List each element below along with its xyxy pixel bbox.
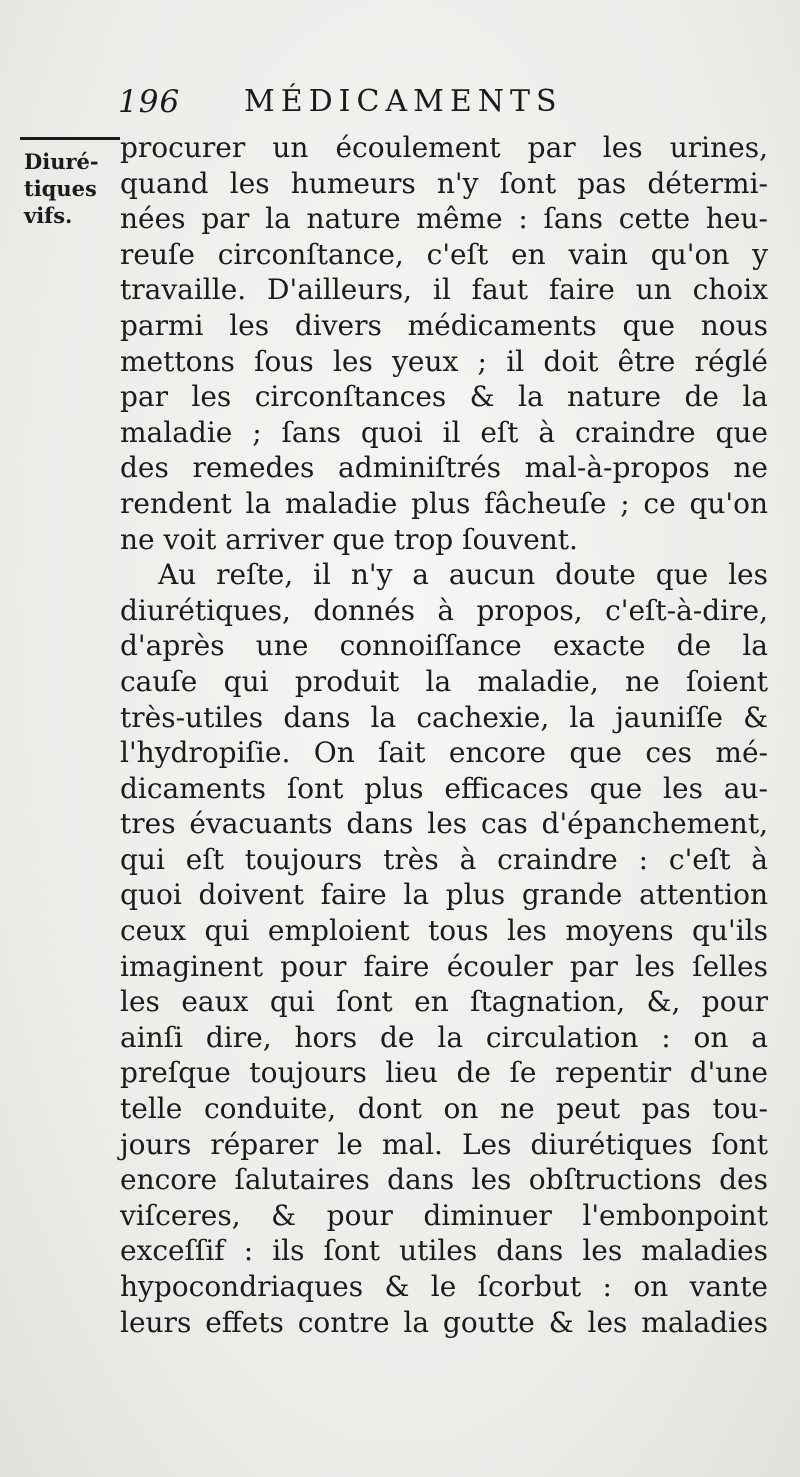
- margin-note-line: Diuré-: [24, 149, 99, 174]
- page-header: [118, 84, 778, 124]
- text-line: mettons ſous les yeux ; il doit être réglé: [120, 344, 768, 378]
- text-line: parmi les divers médicaments que nous: [120, 308, 768, 342]
- text-line: exceſſif : ils ſont utiles dans les maladies: [120, 1234, 768, 1268]
- text-line: d'après une connoiſſance exacte de la: [120, 629, 768, 663]
- text-line: dicaments ſont plus efficaces que les au-: [120, 771, 768, 805]
- text-line: Au reſte, il n'y a aucun doute que les: [158, 558, 768, 592]
- running-title: MÉDICAMENTS: [244, 84, 563, 119]
- text-line: encore ſalutaires dans les obſtructions des: [120, 1163, 768, 1197]
- text-line: hypocondriaques & le ſcorbut : on vante: [120, 1270, 768, 1303]
- margin-note-line: vifs.: [24, 203, 73, 228]
- text-line: qui eſt toujours très à craindre : c'eſt à: [120, 842, 768, 876]
- text-line: jours réparer le mal. Les diurétiques ſont: [120, 1127, 768, 1161]
- page-number: 196: [118, 84, 181, 120]
- text-line: rendent la maladie plus fâcheuſe ; ce qu'on: [120, 486, 768, 520]
- text-line: très-utiles dans la cachexie, la jauniſſe &: [120, 700, 768, 734]
- margin-rule: [20, 137, 120, 140]
- text-line: ne voit arriver que trop ſouvent.: [120, 522, 578, 556]
- text-line: quand les humeurs n'y ſont pas détermi-: [120, 166, 768, 200]
- margin-note: [24, 148, 110, 229]
- text-line: procurer un écoulement par les urines,: [120, 131, 768, 164]
- text-line: travaille. D'ailleurs, il faut faire un choix: [120, 273, 768, 307]
- text-line: maladie ; ſans quoi il eſt à craindre que: [120, 415, 768, 449]
- margin-note-line: tiques: [24, 176, 97, 201]
- text-line: nées par la nature même : ſans cette heu-: [120, 202, 768, 236]
- text-line: ceux qui emploient tous les moyens qu'ils: [120, 914, 768, 948]
- text-line: ainſi dire, hors de la circulation : on a: [120, 1020, 768, 1054]
- text-line: l'hydropiſie. On ſait encore que ces mé-: [120, 736, 768, 770]
- text-line: diurétiques, donnés à propos, c'eſt-à-dire,: [120, 593, 768, 627]
- text-line: telle conduite, dont on ne peut pas tou-: [120, 1092, 768, 1126]
- text-line: imaginent pour faire écouler par les ſelles: [120, 949, 768, 983]
- text-line: cauſe qui produit la maladie, ne ſoient: [120, 664, 768, 698]
- text-line: les eaux qui ſont en ſtagnation, &, pour: [120, 985, 768, 1019]
- text-line: quoi doivent faire la plus grande attention: [120, 878, 768, 912]
- text-line: preſque toujours lieu de ſe repentir d'une: [120, 1056, 768, 1090]
- text-line: viſceres, & pour diminuer l'embonpoint: [120, 1198, 768, 1232]
- text-line: des remedes adminiſtrés mal-à-propos ne: [120, 451, 768, 485]
- text-line: par les circonſtances & la nature de la: [120, 380, 768, 414]
- body-text: [120, 130, 768, 1340]
- text-line: reuſe circonſtance, c'eſt en vain qu'on y: [120, 237, 768, 271]
- text-line: leurs effets contre la goutte & les maladies: [120, 1305, 768, 1339]
- text-line: tres évacuants dans les cas d'épanchement,: [120, 807, 768, 841]
